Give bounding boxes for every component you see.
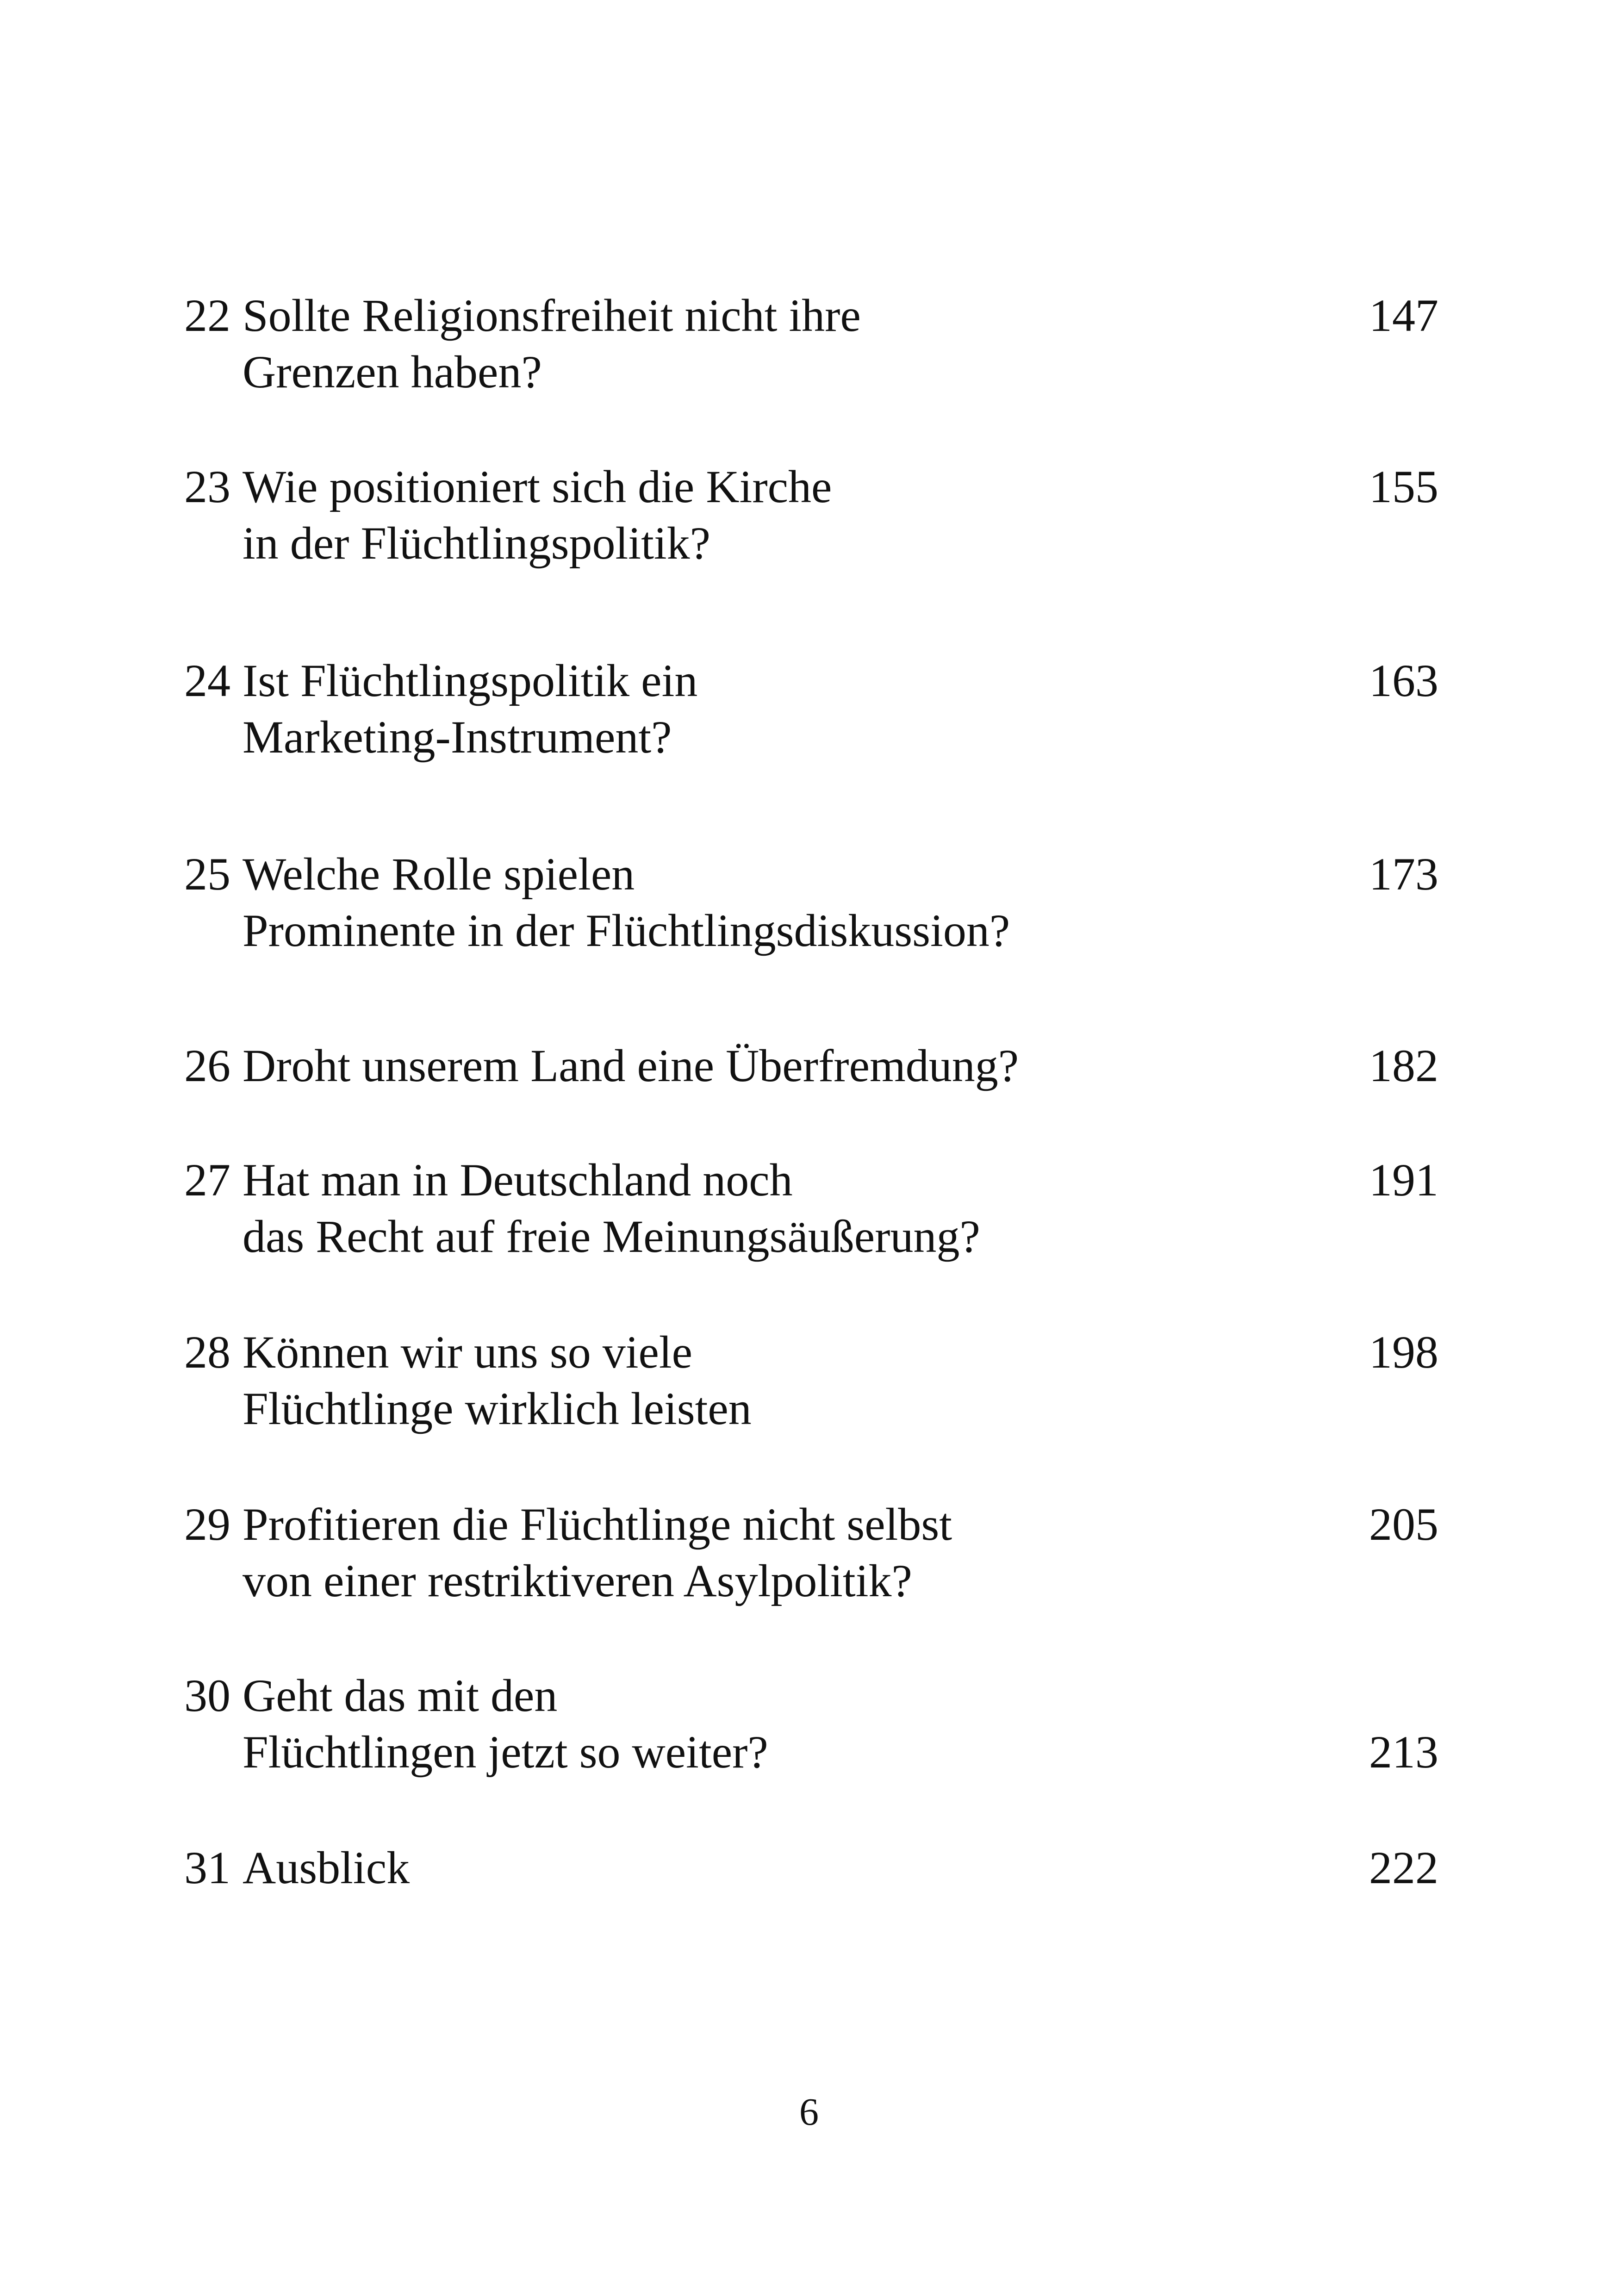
page-number: 6 — [799, 2091, 819, 2134]
toc-entry-title-line: Welche Rolle spielen — [243, 848, 635, 900]
toc-entry-title-line: Prominente in der Flüchtlingsdiskussion? — [243, 905, 1010, 956]
toc-entry-title-line: Profitieren die Flüchtlinge nicht selbst — [243, 1499, 952, 1550]
toc-entry-title-line: Ist Flüchtlingspolitik ein — [243, 655, 698, 706]
toc-entry-page: 198 — [1369, 1326, 1438, 1378]
toc-entry — [0, 1154, 1618, 1277]
toc-entry-title-line: Hat man in Deutschland noch — [243, 1154, 793, 1206]
toc-entry-title-line: Droht unserem Land eine Überfremdung? — [243, 1040, 1019, 1091]
toc-entry — [0, 1842, 1618, 1965]
toc-entry-page: 191 — [1369, 1154, 1438, 1206]
toc-entry-page: 147 — [1369, 290, 1438, 341]
toc-entry-number: 23 — [184, 461, 230, 512]
toc-entry-title-line: Wie positioniert sich die Kirche — [243, 461, 832, 512]
toc-entry — [0, 292, 1618, 413]
toc-entry-page: 155 — [1369, 461, 1438, 512]
toc-entry-title-line: Sollte Religionsfreiheit nicht ihre — [243, 290, 861, 341]
toc-entry-number: 22 — [184, 290, 230, 341]
toc-entry — [0, 461, 1618, 584]
toc-entry-title-line: Geht das mit den — [243, 1670, 558, 1721]
toc-entry-number: 27 — [184, 1154, 230, 1206]
toc-entry-page: 205 — [1369, 1499, 1438, 1550]
toc-entry-title-line: Flüchtlinge wirklich leisten — [243, 1383, 752, 1434]
toc-entry-number: 25 — [184, 848, 230, 900]
toc-entry-number: 28 — [184, 1326, 230, 1378]
toc-entry-page: 182 — [1369, 1040, 1438, 1091]
toc-entry — [0, 1670, 1618, 1793]
toc-entry — [0, 1326, 1618, 1450]
toc-entry — [0, 1040, 1618, 1163]
toc-entry-title-line: in der Flüchtlingspolitik? — [243, 517, 711, 569]
toc-entry-page: 163 — [1369, 655, 1438, 706]
toc-entry — [0, 1501, 1618, 1622]
toc-entry-title-line: das Recht auf freie Meinungsäußerung? — [243, 1211, 980, 1262]
toc-entry-number: 31 — [184, 1842, 230, 1893]
toc-entry — [0, 848, 1618, 971]
toc-entry-number: 29 — [184, 1499, 230, 1550]
toc-entry-title-line: Grenzen haben? — [243, 346, 542, 398]
toc-entry-number: 24 — [184, 655, 230, 706]
toc-entry — [0, 655, 1618, 778]
toc-entry-page: 173 — [1369, 848, 1438, 900]
toc-entry-number: 26 — [184, 1040, 230, 1091]
toc-entry-title-line: Marketing-Instrument? — [243, 711, 672, 763]
toc-entry-title-line: Flüchtlingen jetzt so weiter? — [243, 1726, 768, 1778]
toc-entry-page: 213 — [1369, 1726, 1438, 1778]
toc-entry-page: 222 — [1369, 1842, 1438, 1893]
toc-entry-title-line: Ausblick — [243, 1842, 410, 1893]
toc-entry-title-line: von einer restriktiveren Asylpolitik? — [243, 1555, 912, 1606]
toc-entry-number: 30 — [184, 1670, 230, 1721]
toc-entry-title-line: Können wir uns so viele — [243, 1326, 693, 1378]
